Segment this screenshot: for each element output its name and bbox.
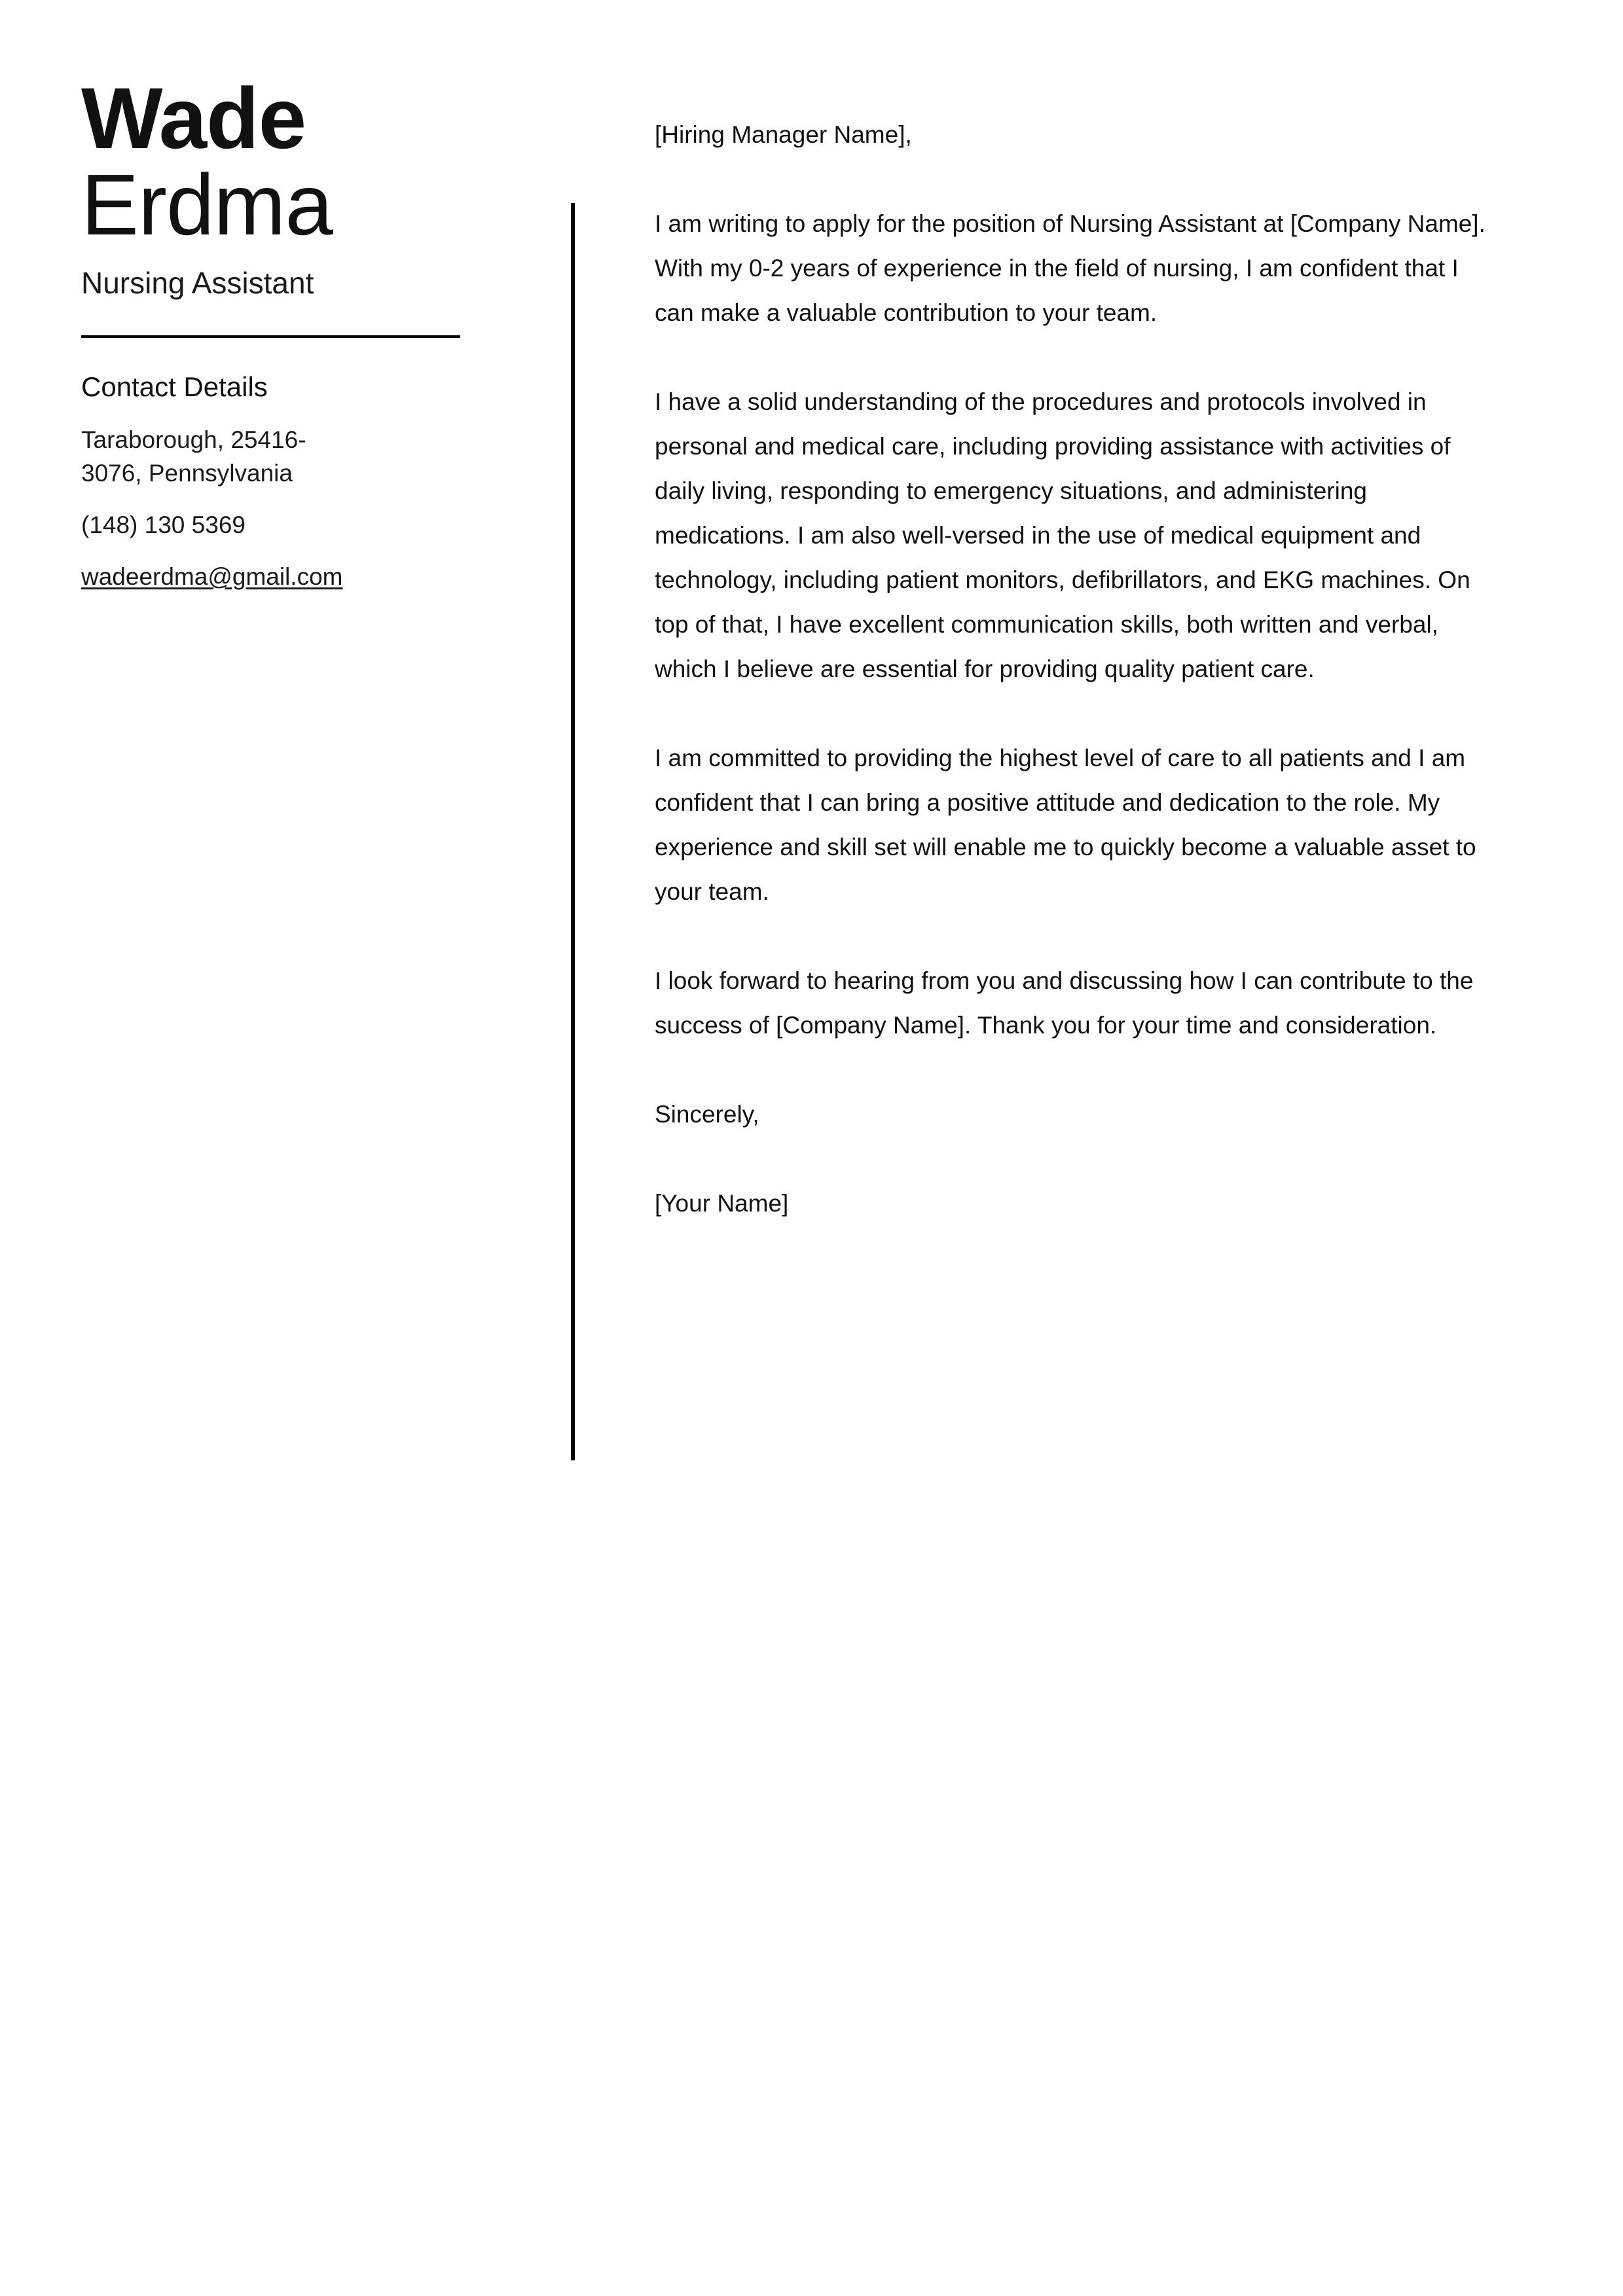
applicant-first-name: Wade (81, 70, 306, 166)
letter-body (655, 113, 1496, 1226)
letter-closing: Sincerely, (655, 1101, 759, 1128)
letter-signature: [Your Name] (655, 1190, 789, 1217)
contact-address: Taraborough, 25416-3076, Pennsylvania (81, 426, 306, 487)
applicant-last-name: Erdma (81, 157, 333, 253)
letter-paragraph-3: I am committed to providing the highest level of care to all patients and I am confident that I can bring a positive attitude and dedication to the role. My experience and skill set will enable me to quickly become a valuable asset to your team. (655, 745, 1476, 905)
sidebar-divider-rule (81, 335, 460, 338)
letter-salutation: [Hiring Manager Name], (655, 121, 912, 148)
letter-paragraph-4: I look forward to hearing from you and discussing how I can contribute to the success of [Company Name]. Thank you for your time and consideration. (655, 967, 1474, 1039)
letter-paragraph-1: I am writing to apply for the position of Nursing Assistant at [Company Name]. With my 0-2 years of experience in the field of nursing, I am confident that I can make a valuable contribution to your team. (655, 210, 1486, 326)
applicant-job-title: Nursing Assistant (81, 266, 314, 300)
contact-details-list (81, 423, 487, 593)
applicant-name (81, 70, 487, 253)
contact-email[interactable]: wadeerdma@gmail.com (81, 563, 343, 590)
contact-details-heading: Contact Details (81, 371, 268, 402)
sidebar (81, 70, 487, 612)
letter-paragraph-2: I have a solid understanding of the procedures and protocols involved in personal and medical care, including providing assistance with activities of daily living, responding to emergency situations, and administering medications. I am also well-versed in the use of medical equipment and technology, including patient monitors, defibrillators, and EKG machines. On top of that, I have excellent communication skills, both written and verbal, which I believe are essential for providing quality patient care. (655, 388, 1470, 682)
vertical-divider (571, 203, 575, 1460)
contact-phone[interactable]: (148) 130 5369 (81, 511, 246, 538)
